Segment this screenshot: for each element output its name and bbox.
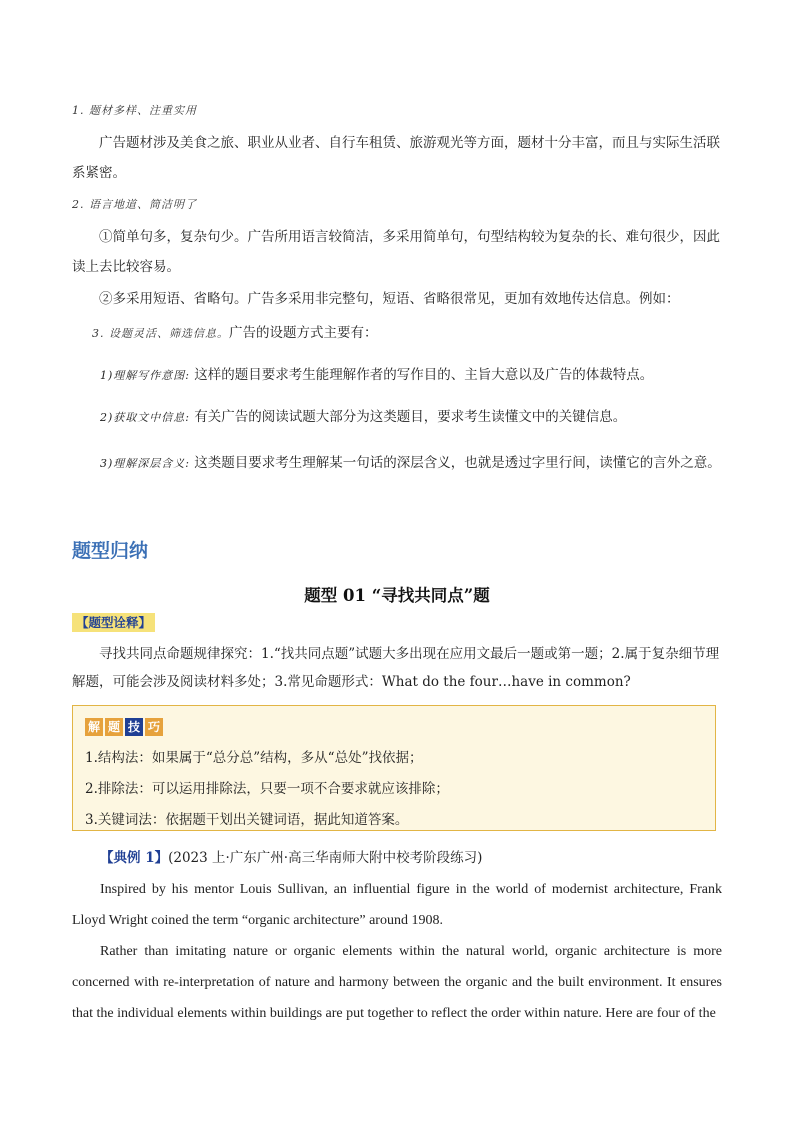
section-title: 题型归纳 (72, 540, 149, 562)
heading-question-design (92, 318, 722, 349)
list-item (100, 360, 722, 391)
paragraph-topic-variety: 广告题材涉及美食之旅、职业从业者、自行车租赁、旅游观光等方面，题材十分丰富，而且与实际生活联系紧密。 (72, 135, 720, 181)
heading-language: 2. 语言地道、简洁明了 (72, 198, 197, 211)
example-source: (2023 上·广东广州·高三华南师大附中校考阶段练习) (168, 850, 483, 866)
explain-tag: 【题型诠释】 (72, 613, 155, 632)
list-item (100, 445, 722, 482)
tips-badge-char: 题 (105, 718, 123, 736)
heading-topic-variety: 1. 题材多样、注重实用 (72, 104, 197, 117)
explain-tag-row (72, 612, 722, 634)
question-type-title: 题型 01 “寻找共同点”题 (304, 586, 490, 605)
list-item-text: 这类题目要求考生理解某一句话的深层含义，也就是透过字里行间，读懂它的言外之意。 (190, 455, 721, 471)
list-item-lead: 3)理解深层含义: (100, 457, 190, 470)
example-label: 【典例 1】 (100, 850, 169, 866)
tips-badge-char: 技 (125, 718, 143, 736)
tips-badge-char: 解 (85, 718, 103, 736)
list-item-text: 这样的题目要求考生能理解作者的写作目的、主旨大意以及广告的体裁特点。 (190, 367, 654, 383)
list-item-lead: 1)理解写作意图: (100, 369, 190, 382)
tips-badge (85, 718, 163, 736)
example-header (100, 847, 482, 869)
example-paragraph: Rather than imitating nature or organic elements within the natural world, organic architecture is more concerned with re-interpretation of nature and harmony between the organic and the built environment. It ensures that the individual elements within buildings are put together to reflect the order within nature. Here are four of the (72, 944, 722, 1021)
tip-line: 2.排除法：可以运用排除法，只要一项不合要求就应该排除； (85, 781, 449, 797)
tip-line: 1.结构法：如果属于“总分总”结构，多从“总处”找依据； (85, 750, 423, 766)
paragraph-simple-sentences: ①简单句多，复杂句少。广告所用语言较简洁，多采用简单句，句型结构较为复杂的长、难句很少，因此读上去比较容易。 (72, 229, 720, 275)
heading-question-design-text: 广告的设题方式主要有： (229, 325, 378, 341)
list-item-text: 有关广告的阅读试题大部分为这类题目，要求考生读懂文中的关键信息。 (190, 409, 627, 425)
tips-box (72, 705, 716, 831)
tips-badge-char: 巧 (145, 718, 163, 736)
paragraph-phrases: ②多采用短语、省略句。广告多采用非完整句，短语、省略很常见，更加有效地传达信息。例如： (99, 291, 680, 307)
explain-text: 寻找共同点命题规律探究：1.“找共同点题”试题大多出现在应用文最后一题或第一题；2.属于复杂细节理解题，可能会涉及阅读材料多处；3.常见命题形式：What do the four…have in common? (72, 646, 720, 690)
tip-line: 3.关键词法：依据题干划出关键词语，据此知道答案。 (85, 812, 409, 828)
heading-question-design-lead: 3. 设题灵活、筛选信息。 (92, 327, 229, 340)
list-item-lead: 2)获取文中信息: (100, 411, 190, 424)
list-item (100, 402, 722, 433)
example-paragraph: Inspired by his mentor Louis Sullivan, an influential figure in the world of modernist architecture, Frank Lloyd Wright coined the term “organic architecture” around 1908. (72, 882, 722, 928)
